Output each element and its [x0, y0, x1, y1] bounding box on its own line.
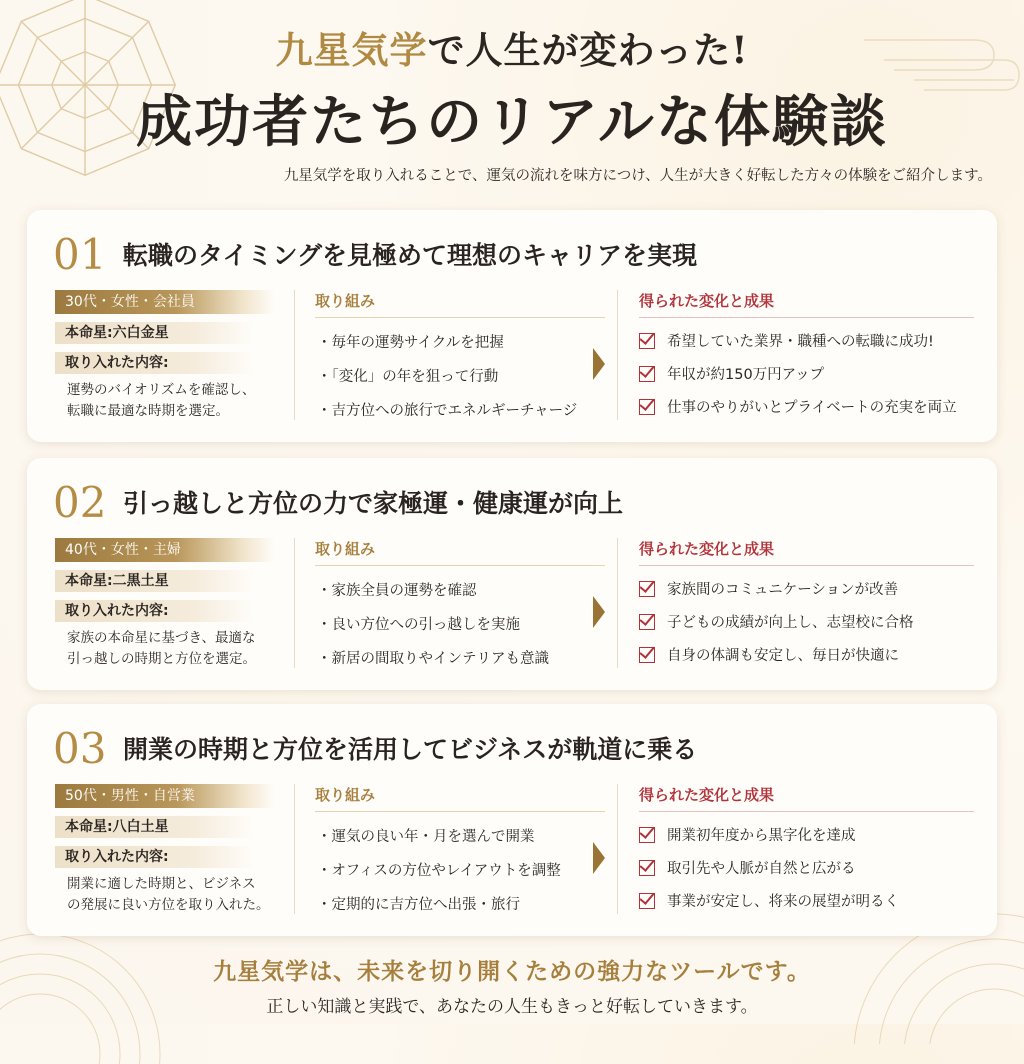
profile-tag: 30代・女性・会社員	[55, 290, 275, 314]
profile-column	[55, 290, 287, 422]
result-item	[639, 363, 974, 384]
result-item	[639, 578, 974, 599]
checkmark-icon	[639, 581, 655, 597]
adopted-text: 運勢のバイオリズムを確認し、 転職に最適な時期を選定。	[67, 382, 256, 419]
results-column	[639, 538, 974, 665]
profile-tag: 50代・男性・自営業	[55, 784, 275, 808]
list-item: ・ 「変化」の年を狙って行動	[315, 365, 605, 386]
divider	[294, 784, 295, 914]
card-title: 開業の時期と方位を活用してビジネスが軌道に乗る	[123, 735, 698, 764]
results-column	[639, 784, 974, 911]
adopted-label: 取り入れた内容:	[55, 846, 255, 868]
result-text: 年収が約150万円アップ	[667, 367, 825, 383]
result-text: 開業初年度から黒字化を達成	[667, 828, 856, 844]
card-title: 引っ越しと方位の力で家極運・健康運が向上	[123, 489, 624, 518]
list-item: ・ オフィスの方位やレイアウトを調整	[315, 859, 605, 880]
divider	[617, 290, 618, 420]
checkmark-icon	[639, 827, 655, 843]
page-subtitle	[0, 20, 1024, 74]
checkmark-icon	[639, 893, 655, 909]
page-title: 成功者たちのリアルな体験談	[136, 89, 888, 155]
result-item	[639, 396, 974, 417]
subtitle-rest: で人生が変わった!	[427, 28, 749, 72]
card-title: 転職のタイミングを見極めて理想のキャリアを実現	[123, 241, 698, 270]
subtitle-highlight: 九星気学	[275, 28, 428, 72]
divider	[294, 538, 295, 668]
efforts-column	[315, 784, 605, 914]
testimonial-card-3	[27, 704, 997, 936]
list-item: ・ 毎年の運勢サイクルを把握	[315, 331, 605, 352]
result-item	[639, 644, 974, 665]
list-item: ・ 運気の良い年・月を選んで開業	[315, 825, 605, 846]
checkmark-icon	[639, 614, 655, 630]
profile-tag: 40代・女性・主婦	[55, 538, 275, 562]
list-item: ・ 家族全員の運勢を確認	[315, 579, 605, 600]
page-header	[0, 20, 1024, 158]
arrow-right-icon	[593, 348, 605, 380]
result-text: 事業が安定し、将来の展望が明るく	[667, 894, 899, 910]
divider	[617, 538, 618, 668]
divider	[294, 290, 295, 420]
result-text: 家族間のコミュニケーションが改善	[667, 582, 899, 598]
list-item: ・ 吉方位への旅行でエネルギーチャージ	[315, 399, 605, 420]
checkmark-icon	[639, 399, 655, 415]
result-item	[639, 330, 974, 351]
checkmark-icon	[639, 366, 655, 382]
result-item	[639, 824, 974, 845]
footer-subline: 正しい知識と実践で、あなたの人生もきっと好転していきます。	[266, 997, 758, 1017]
checkmark-icon	[639, 333, 655, 349]
testimonial-card-2	[27, 458, 997, 690]
card-number: 03	[53, 724, 107, 773]
checkmark-icon	[639, 647, 655, 663]
adopted-text: 家族の本命星に基づき、最適な 引っ越しの時期と方位を選定。	[67, 630, 256, 667]
result-text: 希望していた業界・職種への転職に成功!	[667, 334, 934, 350]
divider	[617, 784, 618, 914]
list-item: ・ 定期的に吉方位へ出張・旅行	[315, 893, 605, 914]
results-column	[639, 290, 974, 417]
list-item: ・ 新居の間取りやインテリアも意識	[315, 647, 605, 668]
result-item	[639, 611, 974, 632]
efforts-column	[315, 538, 605, 668]
efforts-heading: 取り組み	[315, 538, 605, 566]
list-item: ・ 良い方位への引っ越しを実施	[315, 613, 605, 634]
result-item	[639, 890, 974, 911]
result-text: 仕事のやりがいとプライベートの充実を両立	[667, 400, 957, 416]
card-number: 02	[53, 478, 107, 527]
arrow-right-icon	[593, 596, 605, 628]
arrow-right-icon	[593, 842, 605, 874]
efforts-heading: 取り組み	[315, 290, 605, 318]
profile-column	[55, 784, 287, 916]
card-number: 01	[53, 230, 107, 279]
intro-text: 九星気学を取り入れることで、運気の流れを味方につけ、人生が大きく好転した方々の体験をご紹介します。	[283, 168, 992, 184]
results-heading: 得られた変化と成果	[639, 538, 974, 566]
result-text: 子どもの成績が向上し、志望校に合格	[667, 615, 914, 631]
testimonial-card-1	[27, 210, 997, 442]
checkmark-icon	[639, 860, 655, 876]
result-item	[639, 857, 974, 878]
efforts-column	[315, 290, 605, 420]
efforts-heading: 取り組み	[315, 784, 605, 812]
results-heading: 得られた変化と成果	[639, 784, 974, 812]
main-star-label: 本命星:八白土星	[55, 816, 255, 838]
main-star-label: 本命星:二黒土星	[55, 570, 255, 592]
page-footer	[0, 953, 1024, 1017]
adopted-label: 取り入れた内容:	[55, 352, 255, 374]
adopted-label: 取り入れた内容:	[55, 600, 255, 622]
result-text: 自身の体調も安定し、毎日が快適に	[667, 648, 899, 664]
profile-column	[55, 538, 287, 670]
results-heading: 得られた変化と成果	[639, 290, 974, 318]
main-star-label: 本命星:六白金星	[55, 322, 255, 344]
footer-headline: 九星気学は、未来を切り開くための強力なツールです。	[213, 958, 811, 985]
result-text: 取引先や人脈が自然と広がる	[667, 861, 856, 877]
adopted-text: 開業に適した時期と、ビジネス の発展に良い方位を取り入れた。	[67, 876, 270, 913]
